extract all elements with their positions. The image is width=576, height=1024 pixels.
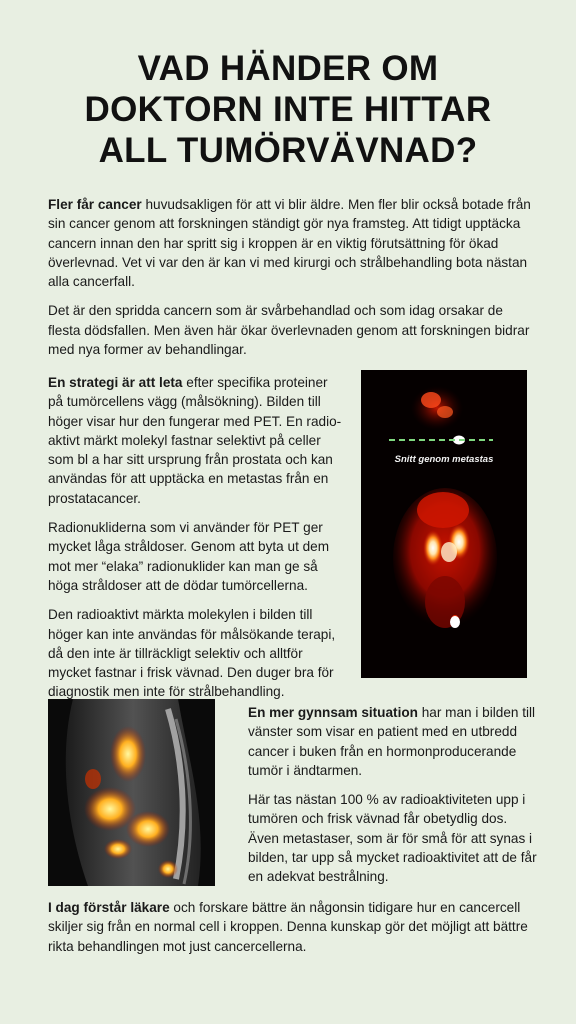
title-line-2: DOKTORN INTE HITTAR: [84, 90, 492, 129]
strategy-section: [48, 373, 342, 702]
outro-section: [48, 898, 538, 956]
strategy-lead: En strategi är att leta: [48, 375, 183, 390]
outro-lead: I dag förstår läkare: [48, 900, 170, 915]
strategy-paragraph-2: Radionukliderna som vi använder för PET ger mycket låga stråldoser. Genom att byta ut dem mot mer “elaka” radionuklider kan man ge så höga stråldoser att de dödar tumörcellerna.: [48, 520, 330, 593]
ct-scan-image: [48, 699, 215, 886]
strategy-paragraph-1: [48, 373, 342, 508]
situation-lead: En mer gynnsam situation: [248, 705, 418, 720]
strategy-paragraph-3: Den radioaktivt märkta molekylen i bilden till höger kan inte användas för målsökande terapi, då den inte är tillräckligt selektiv och alltför mycket fastnar i frisk vävnad. Den duger bra för diagnostik men inte för strålbehandling.: [48, 607, 336, 700]
outro-paragraph: [48, 898, 538, 956]
ct-scan-graphic: [48, 699, 215, 886]
intro-text-1: huvudsakligen för att vi blir äldre. Men fler blir också botade från sin cancer genom att forskningen ständigt gör nya framsteg. Att tidigt upptäcka cancern innan den har spritt sig i kroppen är en viktig förutsättning för ökad överlevnad. Vet vi var den är kan vi med kirurgi och strålbehandling bota nästan alla cancerfall.: [48, 197, 531, 290]
situation-section: [248, 703, 538, 887]
pet-image-label: Snitt genom metastas: [394, 454, 494, 465]
outro-text: och forskare bättre än någonsin tidigare hur en cancercell skiljer sig från en normal cell i kroppen. Denna kunskap gör det möjligt att bättre rikta behandlingen mot just cancercellerna.: [48, 900, 528, 954]
title-line-1: VAD HÄNDER OM: [137, 49, 439, 88]
intro-paragraph-1: [48, 195, 538, 291]
page-title: [40, 48, 536, 171]
intro-section: [48, 195, 538, 359]
title-line-3: ALL TUMÖRVÄVNAD?: [98, 131, 478, 170]
pet-scan-image: [361, 370, 527, 678]
situation-paragraph-2: Här tas nästan 100 % av radioaktiviteten upp i tumören och frisk vävnad får obetydlig dos. Även metastaser, som är för små för att synas i bilden, tar upp så mycket radioaktivitet att de får en adekvat bestrålning.: [248, 792, 537, 885]
situation-paragraph-1: [248, 703, 538, 780]
intro-lead: Fler får cancer: [48, 197, 142, 212]
strategy-text-1: efter specifika proteiner på tumörcellens vägg (målsökning). Bilden till höger visar hur den fungerar med PET. En radio-aktivt märkt molekyl fastnar selektivt på celler som bl a har sitt ursprung från prostata och kan användas för att upptäcka en metastas från en prostatacancer.: [48, 375, 342, 506]
intro-paragraph-2: Det är den spridda cancern som är svårbehandlad och som idag orsakar de flesta dödsfallen. Men även här ökar överlevnaden genom att forskningen bidrar med nya former av behandlingar.: [48, 303, 530, 358]
situation-text-1: har man i bilden till vänster som visar en patient med en utbredd cancer i buken från en hormonproducerande tumör i ändtarmen.: [248, 705, 536, 778]
pet-scan-graphic: [361, 370, 527, 678]
